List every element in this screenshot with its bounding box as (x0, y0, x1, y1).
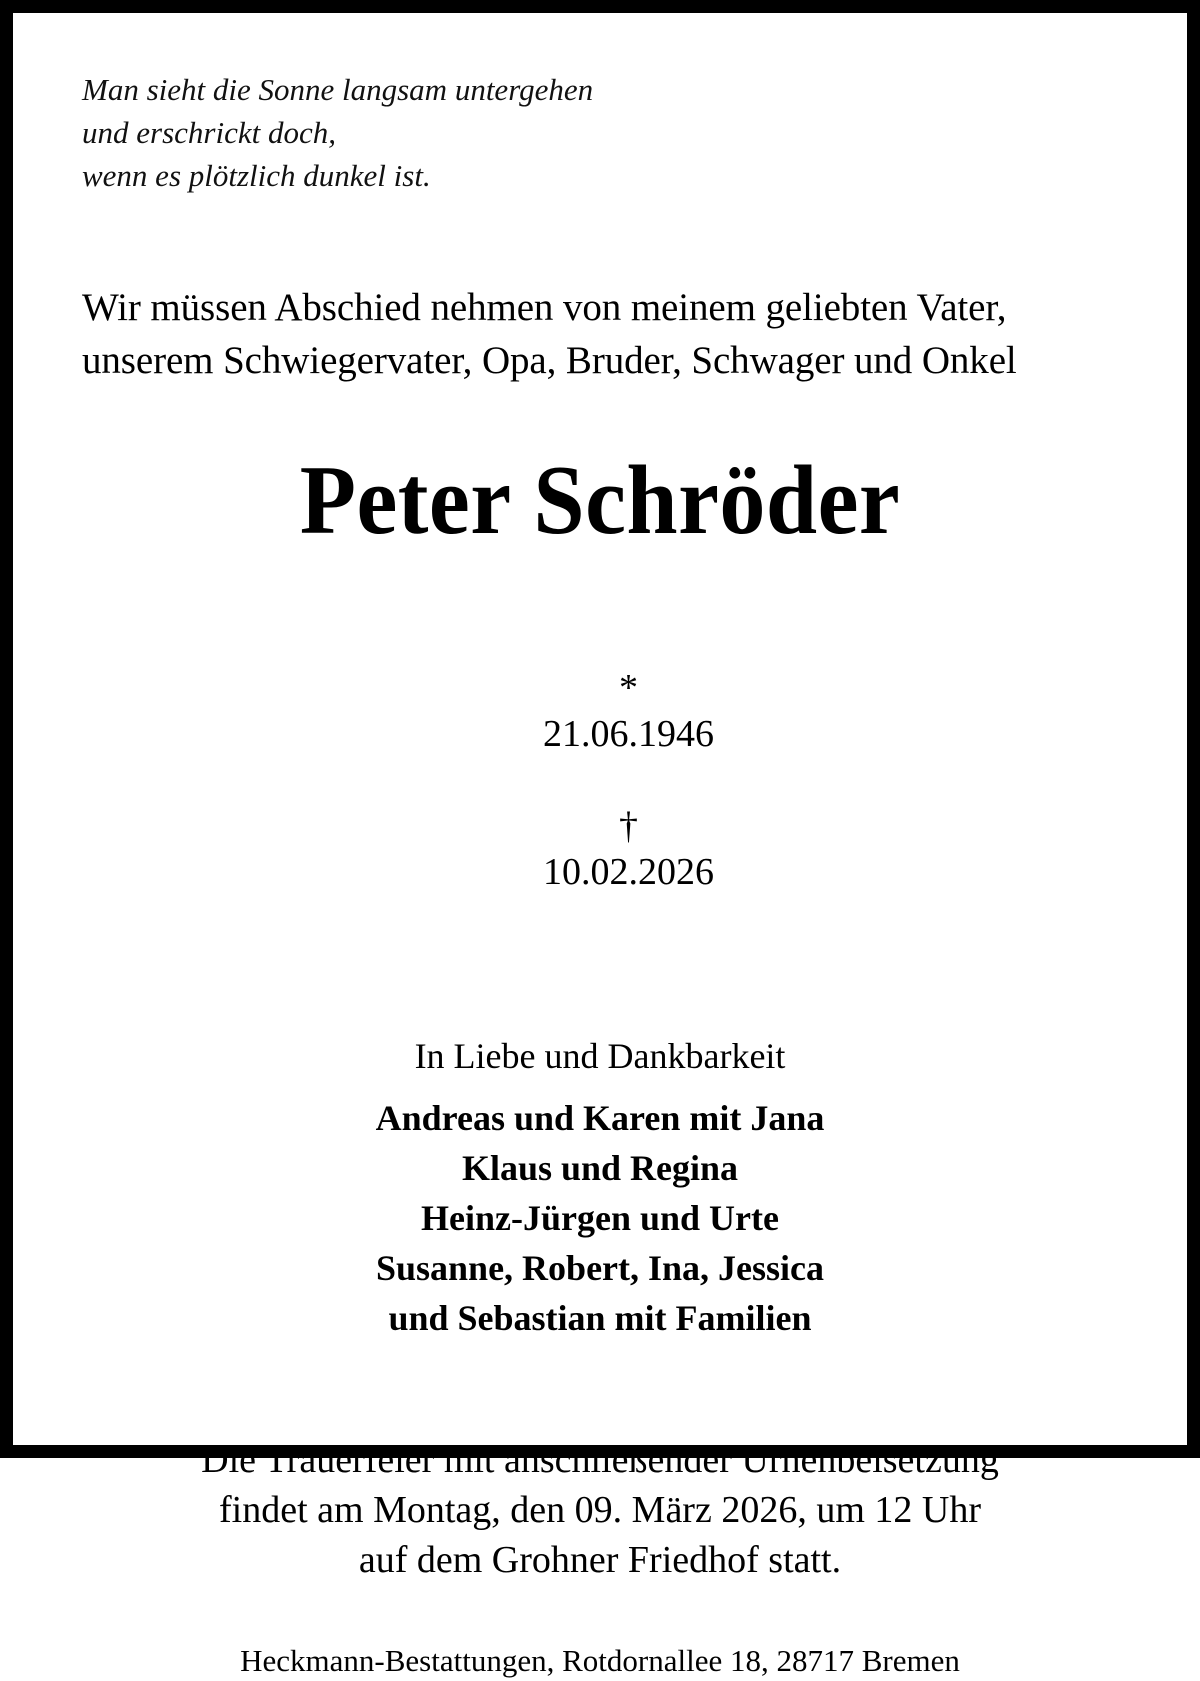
service-line-1: Die Trauerfeier mit anschließender Urnenbeisetzung (201, 1439, 999, 1482)
notice-content (13, 13, 1187, 1679)
mourner-line: und Sebastian mit Familien (388, 1298, 812, 1339)
mourners-block (41, 1033, 1159, 1343)
mourner-line: Heinz-Jürgen und Urte (421, 1198, 779, 1239)
epigraph-line-3: wenn es plötzlich dunkel ist. (82, 158, 431, 193)
death-date: 10.02.2026 (543, 851, 714, 894)
birth-date: 21.06.1946 (543, 713, 714, 756)
mourner-line: Susanne, Robert, Ina, Jessica (375, 1248, 825, 1289)
life-dates (41, 619, 1159, 941)
intro-line-1: Wir müssen Abschied nehmen von meinem geliebten Vater, (82, 286, 1007, 329)
deceased-name: Peter Schröder (299, 446, 901, 555)
cross-symbol-icon: † (619, 805, 638, 848)
mourners-lead: In Liebe und Dankbarkeit (414, 1036, 786, 1077)
introduction-text (41, 281, 1159, 387)
birth-symbol-icon: * (619, 667, 638, 710)
mourner-line: Andreas und Karen mit Jana (375, 1098, 825, 1139)
mourner-line: Klaus und Regina (461, 1148, 739, 1189)
epigraph-quote (41, 68, 1159, 197)
funeral-home-info: Heckmann-Bestattungen, Rotdornallee 18, 28717 Bremen (240, 1643, 960, 1679)
service-line-2: findet am Montag, den 09. März 2026, um 12 Uhr (219, 1489, 981, 1532)
intro-line-2: unserem Schwiegervater, Opa, Bruder, Schwager und Onkel (82, 339, 1017, 382)
service-line-3: auf dem Grohner Friedhof statt. (358, 1539, 842, 1582)
epigraph-line-1: Man sieht die Sonne langsam untergehen (82, 72, 594, 107)
epigraph-line-2: und erschrickt doch, (82, 115, 336, 150)
